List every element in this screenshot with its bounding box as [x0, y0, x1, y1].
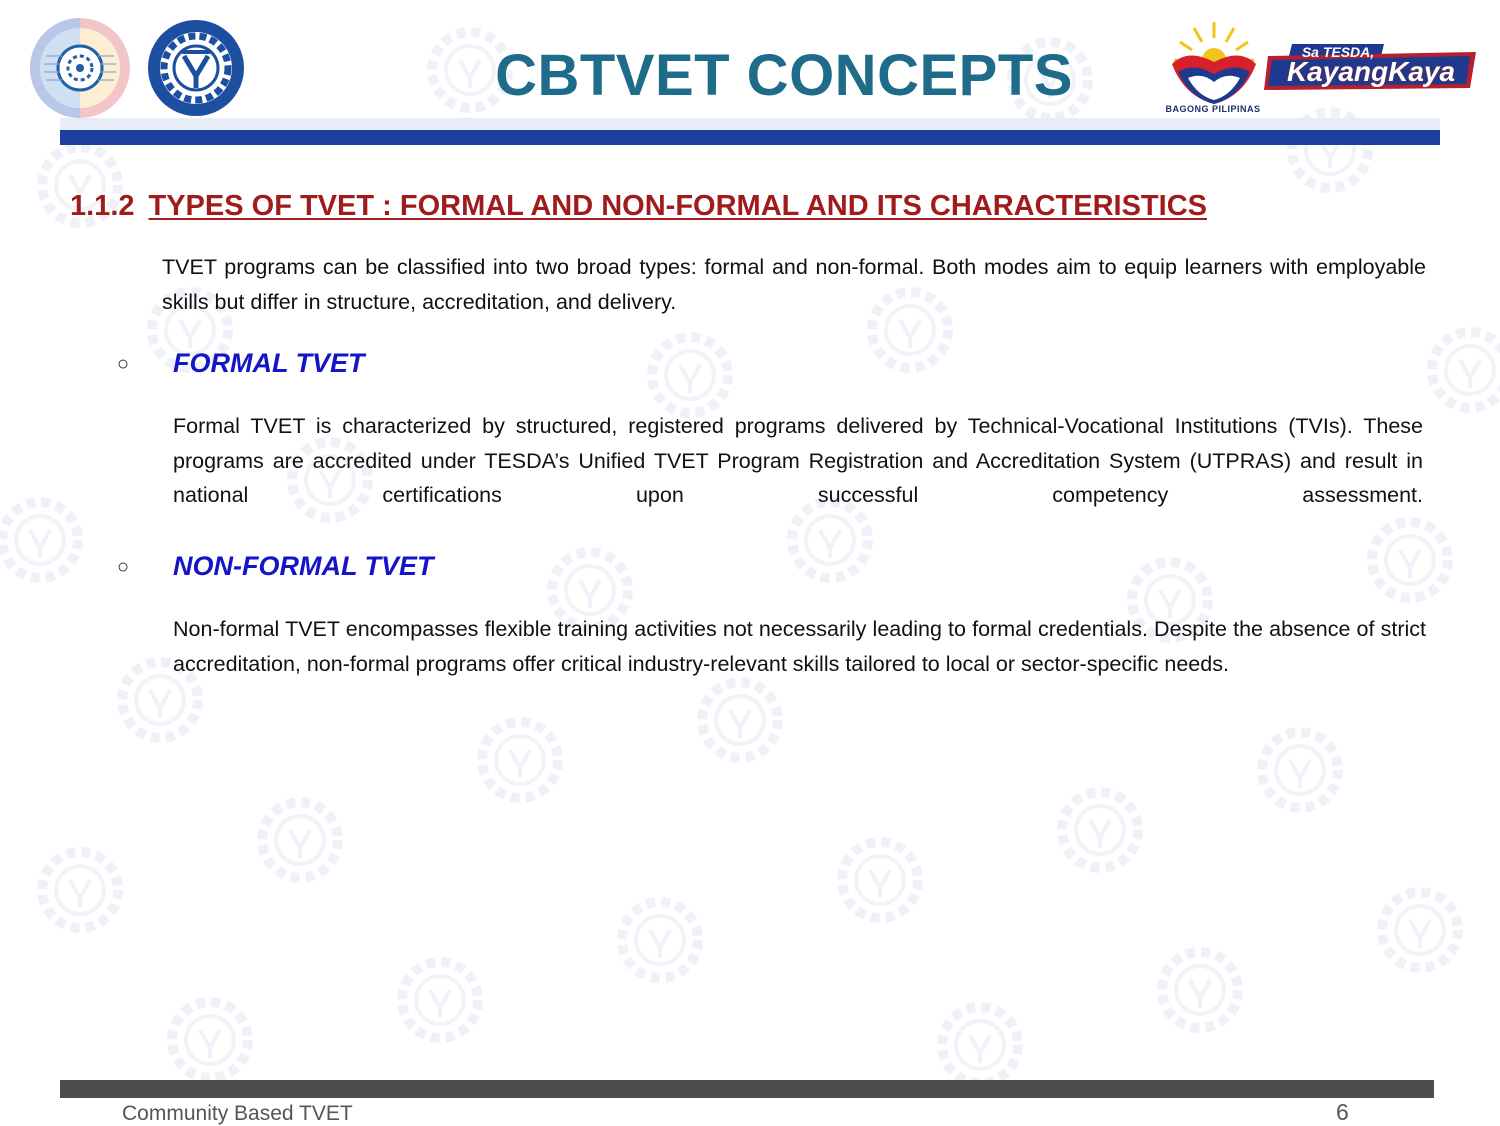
header-divider-shadow [60, 118, 1440, 130]
nonformal-tvet-paragraph: Non-formal TVET encompasses flexible training activities not necessarily leading to formal credentials. Despite the absence of strict accreditation, non-formal programs offer critical industry-relevant skills tailored to local or sector-specific needs. [173, 617, 1426, 676]
footer-label: Community Based TVET [122, 1102, 353, 1125]
section-title: TYPES OF TVET : FORMAL AND NON-FORMAL AND ITS CHARACTERISTICS [148, 190, 1207, 222]
kayang-kaya-tagline: Sa TESDA, [1301, 44, 1375, 60]
page-title: CBTVET CONCEPTS [495, 43, 1073, 108]
page-number: 6 [1336, 1099, 1349, 1125]
intro-paragraph: TVET programs can be classified into two broad types: formal and non-formal. Both modes aim to equip learners with employable skills but differ in structure, accreditation, and delivery. [162, 255, 1426, 314]
section-heading [70, 190, 1207, 223]
kayang-kaya-wordmark: KayangKaya [1286, 56, 1456, 87]
bagong-pilipinas-logo [1158, 18, 1270, 118]
nonformal-tvet-heading: NON-FORMAL TVET [173, 551, 434, 581]
header-divider [60, 130, 1440, 145]
bullet-circle-icon: ○ [117, 353, 130, 375]
formal-tvet-heading: FORMAL TVET [173, 348, 365, 378]
bullet-circle-icon: ○ [117, 556, 130, 578]
formal-tvet-paragraph: Formal TVET is characterized by structured, registered programs delivered by Technical-Vocational Institutions (TVIs). These programs are accredited under TESDA’s Unified TVET Program Registration and Accreditation System (UTPRAS) and result in national certifications upon successful competency assessment. [173, 414, 1423, 507]
bagong-pilipinas-text: BAGONG PILIPINAS [1165, 104, 1261, 114]
footer-divider [60, 1080, 1434, 1098]
section-number: 1.1.2 [70, 190, 135, 222]
